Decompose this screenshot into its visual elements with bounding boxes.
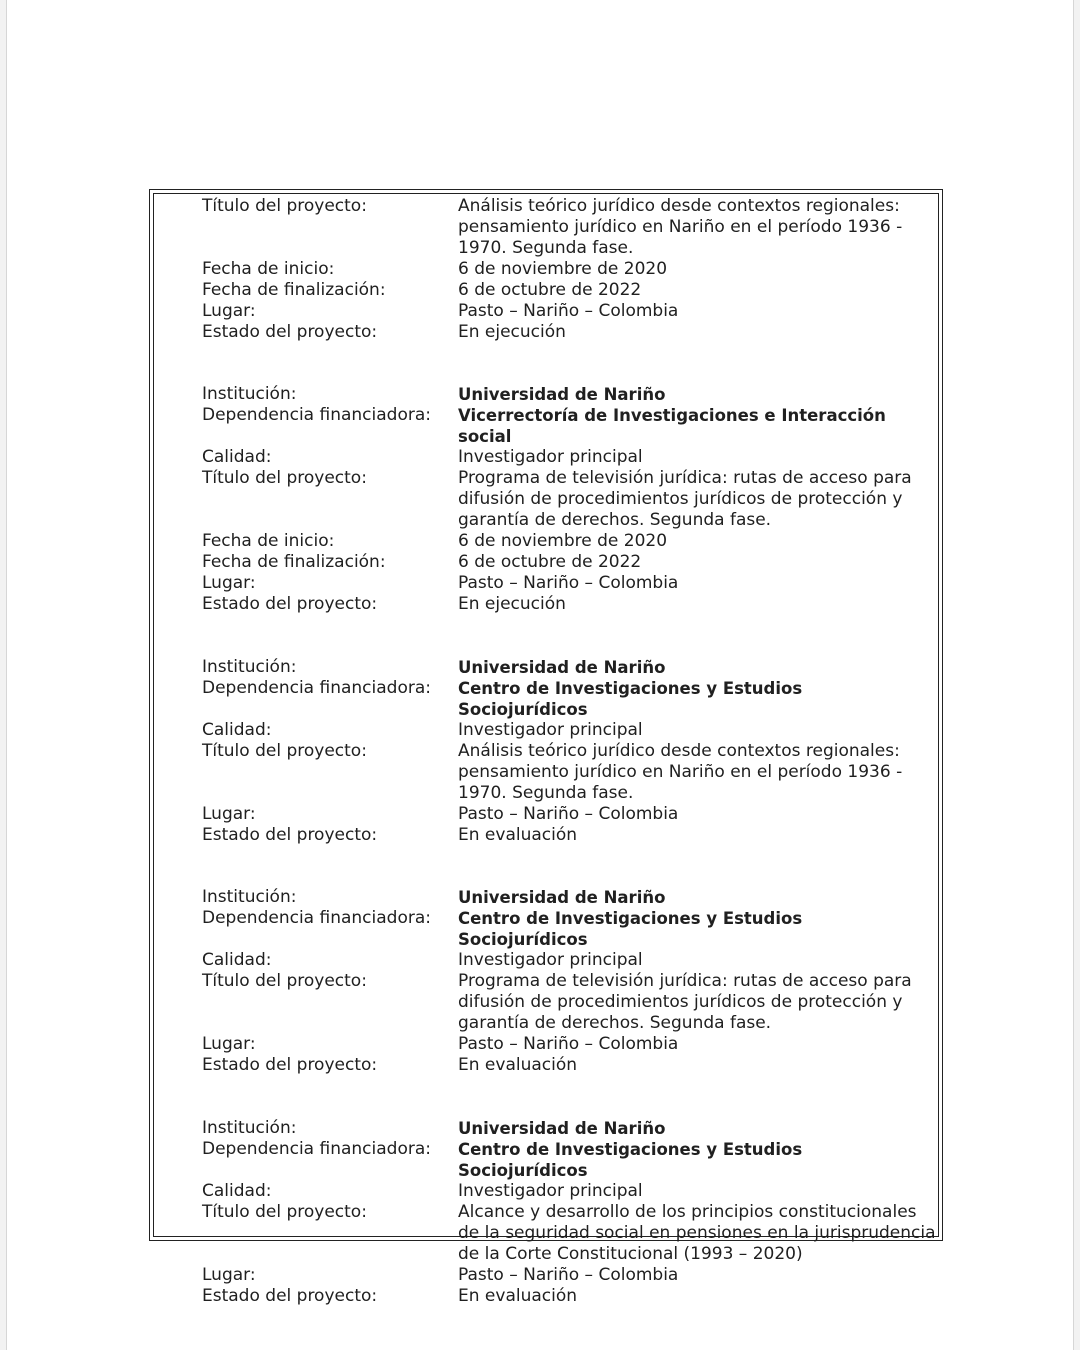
field-value: 6 de octubre de 2022	[458, 552, 642, 572]
field-value: 6 de octubre de 2022	[458, 280, 642, 300]
field-value: Investigador principal	[458, 950, 643, 970]
field-label: Lugar:	[202, 301, 256, 321]
field-value: Centro de Investigaciones y Estudios Sociojurídicos	[458, 1140, 803, 1180]
field-value: En evaluación	[458, 1286, 578, 1306]
field-value: Universidad de Nariño	[458, 385, 666, 404]
field-row	[202, 280, 937, 301]
field-label: Estado del proyecto:	[202, 825, 378, 845]
project-block	[202, 196, 937, 343]
field-value: En evaluación	[458, 1055, 578, 1075]
field-row	[202, 259, 937, 280]
project-list	[202, 196, 937, 1307]
field-label: Dependencia financiadora:	[202, 908, 431, 928]
field-label: Calidad:	[202, 447, 272, 467]
field-value: Programa de televisión jurídica: rutas de acceso para difusión de procedimientos jurídicos de protección y garantía de derechos. Segunda fase.	[458, 971, 912, 1033]
field-value: Pasto – Nariño – Colombia	[458, 804, 679, 824]
field-label: Lugar:	[202, 1034, 256, 1054]
field-label: Lugar:	[202, 1265, 256, 1285]
field-row	[202, 468, 937, 531]
field-value: Universidad de Nariño	[458, 888, 666, 907]
field-row	[202, 196, 937, 259]
block-spacer	[202, 615, 937, 657]
block-spacer	[202, 1076, 937, 1118]
field-row	[202, 804, 937, 825]
field-row	[202, 1139, 937, 1181]
field-row	[202, 322, 937, 343]
field-value: Vicerrectoría de Investigaciones e Interacción social	[458, 406, 886, 446]
field-label: Estado del proyecto:	[202, 1286, 378, 1306]
field-row	[202, 1118, 937, 1139]
field-value: Centro de Investigaciones y Estudios Sociojurídicos	[458, 909, 803, 949]
field-value: 6 de noviembre de 2020	[458, 531, 668, 551]
field-label: Título del proyecto:	[202, 196, 367, 216]
field-label: Título del proyecto:	[202, 1202, 367, 1222]
project-block	[202, 657, 937, 846]
field-row	[202, 447, 937, 468]
field-row	[202, 887, 937, 908]
field-row	[202, 552, 937, 573]
field-row	[202, 825, 937, 846]
field-row	[202, 971, 937, 1034]
field-value: Pasto – Nariño – Colombia	[458, 1034, 679, 1054]
field-value: Pasto – Nariño – Colombia	[458, 301, 679, 321]
field-value: 6 de noviembre de 2020	[458, 259, 668, 279]
field-row	[202, 405, 937, 447]
field-value: Análisis teórico jurídico desde contextos regionales: pensamiento jurídico en Nariño en el período 1936 - 1970. Segunda fase.	[458, 196, 903, 258]
field-label: Dependencia financiadora:	[202, 678, 431, 698]
field-value: Pasto – Nariño – Colombia	[458, 573, 679, 593]
field-label: Fecha de inicio:	[202, 531, 335, 551]
field-row	[202, 1286, 937, 1307]
field-label: Fecha de finalización:	[202, 552, 386, 572]
field-label: Estado del proyecto:	[202, 322, 378, 342]
field-label: Institución:	[202, 384, 297, 404]
block-spacer	[202, 343, 937, 384]
field-value: Pasto – Nariño – Colombia	[458, 1265, 679, 1285]
field-value: Investigador principal	[458, 447, 643, 467]
project-block	[202, 1118, 937, 1307]
field-label: Calidad:	[202, 720, 272, 740]
field-row	[202, 1034, 937, 1055]
field-row	[202, 1181, 937, 1202]
field-row	[202, 301, 937, 322]
field-row	[202, 384, 937, 405]
field-label: Institución:	[202, 1118, 297, 1138]
field-row	[202, 720, 937, 741]
field-label: Lugar:	[202, 573, 256, 593]
field-label: Título del proyecto:	[202, 971, 367, 991]
field-row	[202, 594, 937, 615]
field-label: Estado del proyecto:	[202, 594, 378, 614]
project-block	[202, 384, 937, 615]
project-block	[202, 887, 937, 1076]
field-row	[202, 657, 937, 678]
field-row	[202, 1265, 937, 1286]
field-label: Estado del proyecto:	[202, 1055, 378, 1075]
field-value: Análisis teórico jurídico desde contextos regionales: pensamiento jurídico en Nariño en el período 1936 - 1970. Segunda fase.	[458, 741, 903, 803]
block-spacer	[202, 846, 937, 887]
field-label: Calidad:	[202, 1181, 272, 1201]
field-value: En evaluación	[458, 825, 578, 845]
field-row	[202, 573, 937, 594]
field-value: Investigador principal	[458, 720, 643, 740]
field-row	[202, 531, 937, 552]
field-label: Fecha de finalización:	[202, 280, 386, 300]
field-row	[202, 678, 937, 720]
field-label: Título del proyecto:	[202, 468, 367, 488]
field-label: Título del proyecto:	[202, 741, 367, 761]
field-value: En ejecución	[458, 322, 566, 342]
field-label: Institución:	[202, 887, 297, 907]
field-label: Fecha de inicio:	[202, 259, 335, 279]
field-value: Universidad de Nariño	[458, 1119, 666, 1138]
field-value: En ejecución	[458, 594, 566, 614]
field-value: Alcance y desarrollo de los principios constitucionales de la seguridad social en pensiones en la jurisprudencia de la Corte Constitucional (1993 – 2020)	[458, 1202, 936, 1264]
field-label: Lugar:	[202, 804, 256, 824]
field-value: Centro de Investigaciones y Estudios Sociojurídicos	[458, 679, 803, 719]
field-value: Universidad de Nariño	[458, 658, 666, 677]
field-row	[202, 908, 937, 950]
field-label: Calidad:	[202, 950, 272, 970]
field-label: Dependencia financiadora:	[202, 405, 431, 425]
field-row	[202, 1202, 937, 1265]
field-value: Investigador principal	[458, 1181, 643, 1201]
field-value: Programa de televisión jurídica: rutas de acceso para difusión de procedimientos jurídicos de protección y garantía de derechos. Segunda fase.	[458, 468, 912, 530]
field-row	[202, 741, 937, 804]
document-page	[6, 0, 1074, 1350]
field-row	[202, 1055, 937, 1076]
field-label: Dependencia financiadora:	[202, 1139, 431, 1159]
field-label: Institución:	[202, 657, 297, 677]
field-row	[202, 950, 937, 971]
